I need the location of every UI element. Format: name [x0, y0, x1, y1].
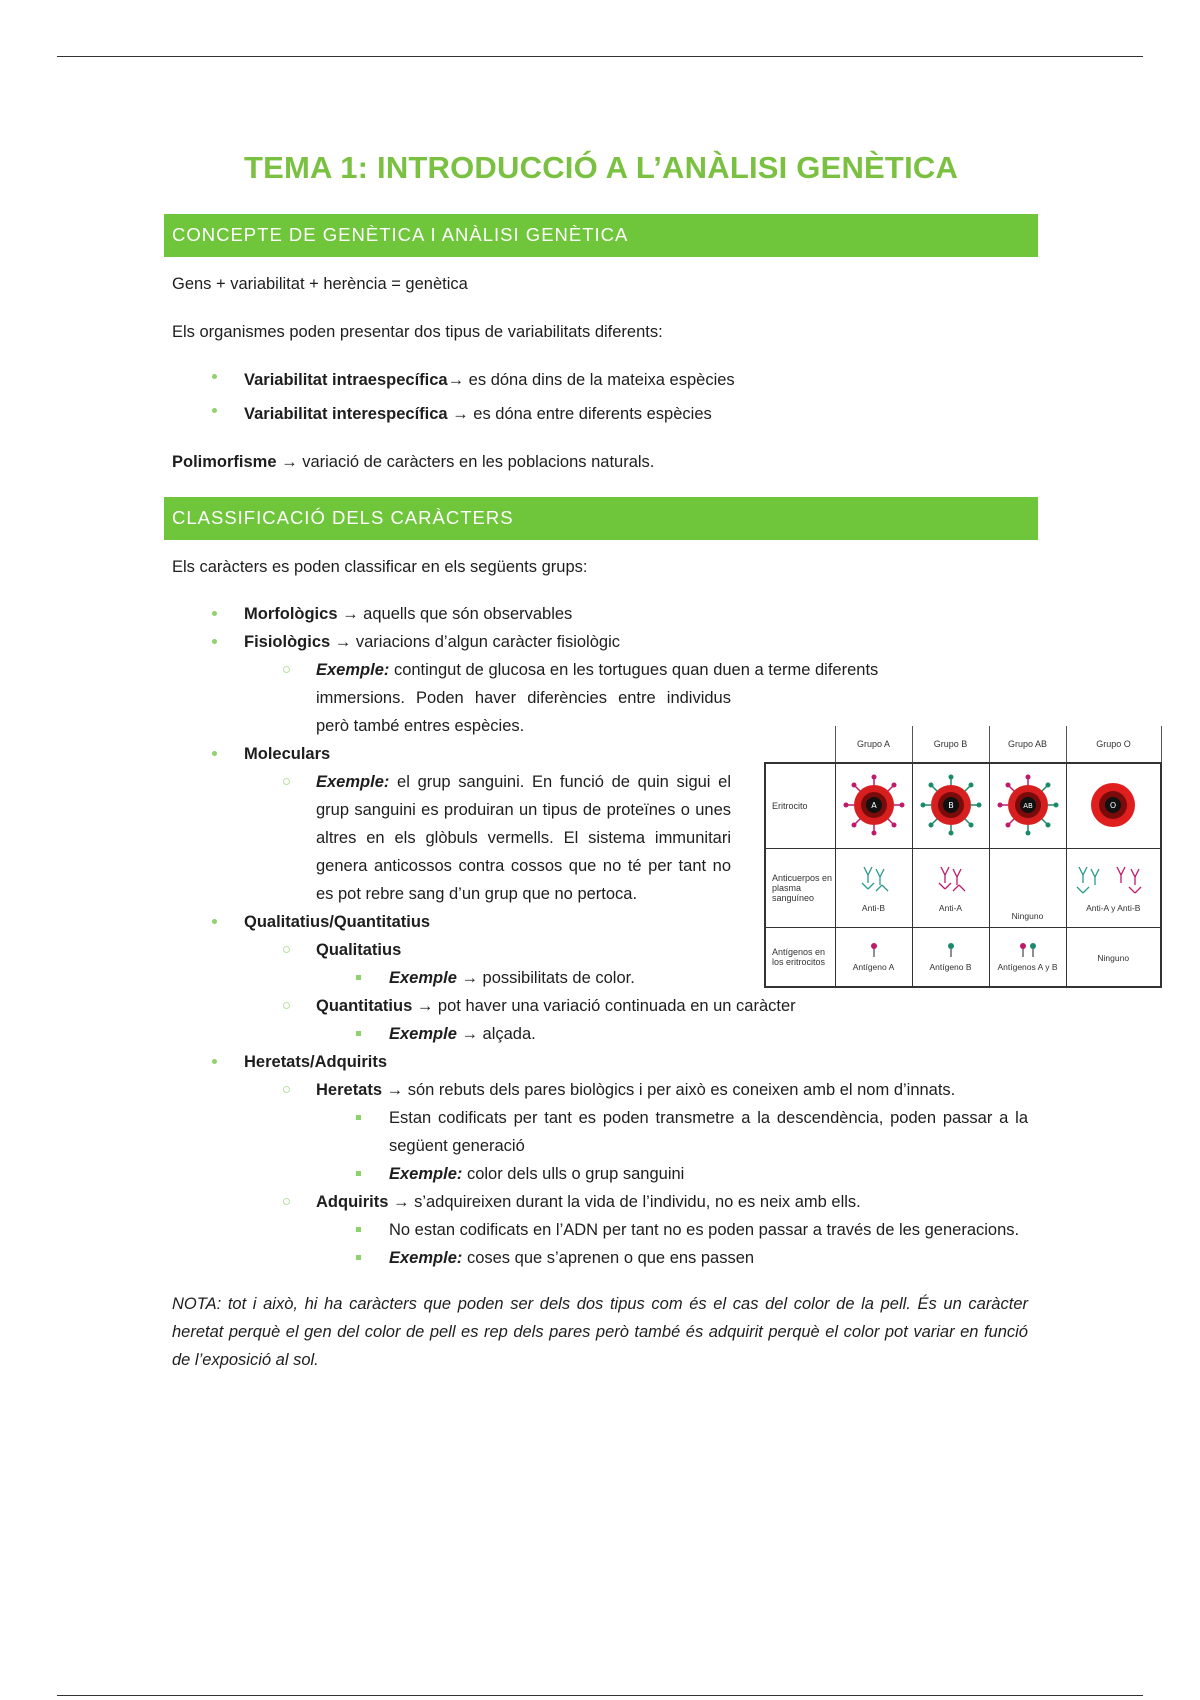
- blood-group-header: Grupo O: [1066, 726, 1161, 763]
- blood-group-table: [764, 726, 1162, 988]
- antigen-cell: Antígeno A: [835, 928, 912, 988]
- row-label-eritrocito: Eritrocito: [765, 763, 835, 849]
- erythrocyte-cell: [1066, 763, 1161, 849]
- svg-text:O: O: [1110, 801, 1117, 810]
- antibody-icon: [1073, 863, 1153, 899]
- blood-group-header: Grupo AB: [989, 726, 1066, 763]
- row-label-anticuerpos: Anticuerpos en plasma sanguíneo: [765, 849, 835, 928]
- list-item-heretats: Heretats/Adquirits Heretats → són rebuts dels pares biològics i per això es coneixen amb el nom d’innats. Estan codificats per tant es poden transmetre a la descendència, poden passar a la següent generació Exemple: color dels ulls o grup sanguini Adquirits → s’adquireixen durant la vida de l’individu, no es neix amb ells. No estan codificats en l’ADN per tant no es poden passar a través de les generacions. Exemple: coses que s’aprenen o que ens passen: [164, 1048, 1038, 1272]
- erythrocyte-a-icon: [842, 773, 906, 837]
- top-rule: [57, 56, 1143, 57]
- list-item: Exemple: color dels ulls o grup sanguini: [164, 1160, 1038, 1188]
- blood-group-header: Grupo B: [912, 726, 989, 763]
- list-item-fisiologics: Fisiològics → variacions d’algun caràcter fisiològic Exemple: contingut de glucosa en les tortugues quan duen a terme diferents immersions. Poden haver diferències entre individus però també entres espècies.: [164, 628, 1038, 740]
- list-item: Quantitatius → pot haver una variació continuada en un caràcter Exemple → alçada.: [164, 992, 1038, 1048]
- antibody-cell: Ninguno: [989, 849, 1066, 928]
- list-item: Variabilitat intraespecífica→ es dóna dins de la mateixa espècies: [164, 363, 1038, 397]
- formula-line: Gens + variabilitat + herència = genètica: [172, 275, 468, 293]
- list-item-qualitatius: Qualitatius/Quantitatius Qualitatius Exemple → possibilitats de color. Quantitatius → pot haver una variació continuada en un caràcter Exemple → alçada.: [164, 908, 1038, 1048]
- antibody-icon: [931, 863, 971, 899]
- variability-list: [164, 363, 1038, 431]
- nota-paragraph: NOTA: tot i això, hi ha caràcters que poden ser dels dos tipus com és el cas del color de la pell. És un caràcter heretat perquè el gen del color de pell es rep dels pares però també és adquirit perquè el color pot variar en funció de l’exposició al sol.: [172, 1295, 1028, 1369]
- list-item: Exemple: coses que s’aprenen o que ens passen: [164, 1244, 1038, 1272]
- list-item: Exemple: contingut de glucosa en les tortugues quan duen a terme diferents immersions. Poden haver diferències entre individus però també entres espècies.: [164, 656, 1038, 740]
- list-item: Exemple: el grup sanguini. En funció de quin sigui el grup sanguini es produiran un tipus de proteïnes o unes altres en els glòbuls vermells. El sistema immunitari genera anticossos contra cossos que no té per tant no es pot rebre sang d’un grup que no pertoca.: [164, 768, 1038, 908]
- classification-intro: Els caràcters es poden classificar en els següents grups:: [172, 558, 588, 576]
- list-item: Variabilitat interespecífica → es dóna entre diferents espècies: [164, 397, 1038, 431]
- blood-group-figure: [764, 726, 1162, 988]
- antibody-cell: Anti-A: [912, 849, 989, 928]
- polimorfisme-line: Polimorfisme → variació de caràcters en les poblacions naturals.: [172, 453, 655, 471]
- list-item: Exemple → possibilitats de color.: [164, 964, 1038, 992]
- list-item: No estan codificats en l’ADN per tant no es poden passar a través de les generacions.: [164, 1216, 1038, 1244]
- erythrocyte-ab-icon: [996, 773, 1060, 837]
- erythrocyte-b-icon: [919, 773, 983, 837]
- svg-text:AB: AB: [1022, 802, 1033, 810]
- antigen-icon: [946, 942, 956, 958]
- antigen-cell: Antígeno B: [912, 928, 989, 988]
- list-item-moleculars: Moleculars Exemple: el grup sanguini. En funció de quin sigui el grup sanguini es produiran un tipus de proteïnes o unes altres en els glòbuls vermells. El sistema immunitari genera anticossos contra cossos que no té per tant no es pot rebre sang d’un grup que no pertoca.: [164, 740, 1038, 908]
- section-heading-concepte: CONCEPTE DE GENÈTICA I ANÀLISI GENÈTICA: [164, 214, 1038, 257]
- svg-text:B: B: [947, 801, 954, 810]
- antibody-cell: Anti-B: [835, 849, 912, 928]
- antibody-cell: Anti-A y Anti-B: [1066, 849, 1161, 928]
- list-item: Estan codificats per tant es poden transmetre a la descendència, poden passar a la següent generació: [164, 1104, 1038, 1160]
- list-item: Adquirits → s’adquireixen durant la vida de l’individu, no es neix amb ells. No estan codificats en l’ADN per tant no es poden passar a través de les generacions. Exemple: coses que s’aprenen o que ens passen: [164, 1188, 1038, 1272]
- antigen-cell: Antígenos A y B: [989, 928, 1066, 988]
- list-item: Qualitatius Exemple → possibilitats de color.: [164, 936, 1038, 992]
- antibody-icon: [854, 863, 894, 899]
- page-title: TEMA 1: INTRODUCCIÓ A L’ANÀLISI GENÈTICA: [243, 150, 959, 185]
- erythrocyte-cell: [912, 763, 989, 849]
- antigen-cell: Ninguno: [1066, 928, 1161, 988]
- antigen-icon: [1017, 942, 1039, 958]
- erythrocyte-cell: [835, 763, 912, 849]
- blood-group-header: Grupo A: [835, 726, 912, 763]
- svg-text:A: A: [870, 801, 877, 810]
- variability-intro: Els organismes poden presentar dos tipus de variabilitats diferents:: [172, 323, 663, 341]
- erythrocyte-o-icon: [1081, 773, 1145, 837]
- antigen-icon: [869, 942, 879, 958]
- list-item: Exemple → alçada.: [164, 1020, 1038, 1048]
- section-heading-classificacio: CLASSIFICACIÓ DELS CARÀCTERS: [164, 497, 1038, 540]
- row-label-antigenos: Antígenos en los eritrocitos: [765, 928, 835, 988]
- list-item-morfologics: Morfològics → aquells que són observables: [164, 600, 1038, 628]
- erythrocyte-cell: [989, 763, 1066, 849]
- bottom-rule: [57, 1695, 1143, 1696]
- list-item: Heretats → són rebuts dels pares biològics i per això es coneixen amb el nom d’innats. Estan codificats per tant es poden transmetre a la descendència, poden passar a la següent generació Exemple: color dels ulls o grup sanguini: [164, 1076, 1038, 1188]
